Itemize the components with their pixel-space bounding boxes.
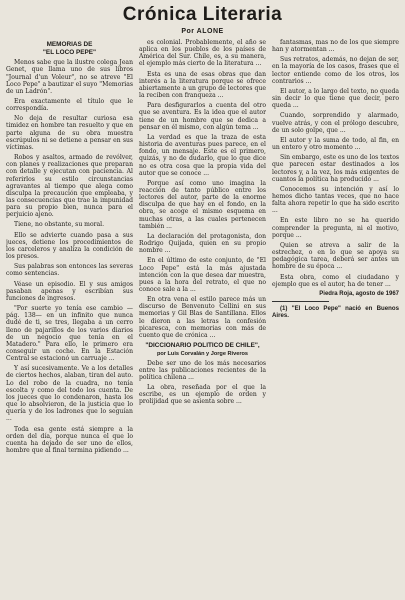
column-2 — [139, 39, 266, 599]
section-subheading-authors: por Luis Corvalán y Jorge Riveros — [156, 350, 249, 357]
paragraph: El autor, a lo largo del texto, no queda sin decir lo que tiene que decir, pero queda ... — [272, 87, 399, 110]
paragraph: En otra vena el estilo parece más un discurso de Benvenuto Cellini en sus memorias y Gil Blas de Santillana. Ellos le dieron a las letras la confesión picaresca, con memorias con más de cuento que de crónica ... — [139, 296, 266, 339]
paragraph: Esta es una de esas obras que dan interés a la literatura porque se ofrece abiertamente a un grupo de lectores que la reciben con franqueza ... — [139, 70, 266, 100]
paragraph: La verdad es que la traza de esta historia de aventuras pues parece, en el fondo, un mensaje. Este es el primero, quizás, y no de dudarlo, que lo que dice no es otra cosa que la propia vida del autor que se conoce ... — [139, 133, 266, 177]
paragraph: El autor y la suma de todo, al fin, en un entero y otro momento ... — [272, 136, 399, 152]
column-1-body — [6, 59, 133, 454]
column-2-body — [139, 39, 266, 339]
paragraph: Para desfigurarlos a cuenta del otro que se aventura. Es la idea que el autor tiene de un hombre que se dedica a pensar en él mismo, con algún tema ... — [139, 102, 266, 131]
section-heading-memorias: MEMORIAS DE "EL LOCO PEPE" — [42, 41, 97, 56]
paragraph: Sus retratos, además, no dejan de ser, en la mayoría de los casos, frases que el lector entiende como de los otros, los contrarios ... — [272, 56, 399, 85]
paragraph: La declaración del protagonista, don Rodrigo Quijada, quien en su propio nombre ... — [139, 232, 266, 255]
paragraph: Cuando, sorprendido y alarmado, vuelve atrás, y con el prólogo descubre, de un solo golpe, que ... — [272, 112, 399, 134]
paragraph: es colonial. Probablemente, el año se aplica en los pueblos de los países de América del Sur. Chile, es, a su manera, el ejemplo más cierto de la literatura ... — [139, 39, 266, 68]
article-columns — [6, 39, 399, 599]
paragraph: Conocemos su intención y así lo hemos dicho tantas veces, que no hace falta ahora repetir lo que ha sido escrito ... — [272, 185, 399, 215]
column-2-body-b — [139, 360, 266, 406]
paragraph: La obra, reseñada por el que la escribe, es un ejemplo de orden y prolijidad que se asienta sobre ... — [139, 384, 266, 406]
paragraph: En este libro no se ha querido comprender la pregunta, ni el motivo, porque ... — [272, 217, 399, 239]
paragraph: Sin embargo, este es uno de los textos que parecen estar destinados a los lectores y, a la vez, los más exigentes de cuantos la política ha producido ... — [272, 154, 399, 183]
paragraph: Era exactamente el título que le correspondía. — [6, 97, 133, 113]
byline: Por ALONE — [181, 28, 224, 35]
paragraph: Porque así como uno imagina la reacción de tanto público entre los lectores del autor, parte de la enorme disculpa de que hay en el fondo, en la obra, se acoge el mismo esquema en muchas otras, a las cuales pertenecen también ... — [139, 179, 266, 230]
paragraph: fantasmas, mas no de los que siempre han y atormentan ... — [272, 39, 399, 54]
paragraph: Tiene, no obstante, su moral. — [14, 221, 105, 229]
column-3 — [272, 39, 399, 599]
paragraph: Debe ser uno de los más necesarios entre las publicaciones recientes de la política chilena ... — [139, 359, 266, 381]
paragraph: Robos y asaltos, armado de revólver, con planes y realizaciones que preparan con detalle y ejecutan con paciencia. Al referirlos su estilo circunstancias agravantes al tiempo que alega como disculpa la precaución que empleaba, y las consecuencias que trae la impunidad para su propio bien, nunca para el perjuicio ajeno. — [6, 154, 133, 219]
column-3-body — [272, 39, 399, 288]
signature-line: Piedra Roja, agosto de 1967 — [319, 290, 399, 297]
paragraph: No deja de resultar curiosa esa timidez en hombre tan resuelto y que en parte alguna de su obra muestra escrúpulos ni se detiene a pensar en sus víctimas. — [6, 115, 133, 151]
paragraph: "Por suerte yo tenía ese cambio — pág. 138— en un infinito que nunca dudé de ti, se tres, llegaba a un cerro lleno de pajarillos de los varios diarios de un negocio que tenía en el Matadero." Para ello, le primero era conseguir un coche. En la Estación Central se estacionó un carruaje ... — [6, 305, 133, 363]
page-title: Crónica Literaria — [122, 4, 283, 25]
footnote-divider — [272, 301, 329, 302]
paragraph: Véase un episodio. El y sus amigos pasaban apenas y escribían sus funciones de ingresos. — [6, 280, 133, 302]
paragraph: Y así sucesivamente. Ve a los detalles de ciertos hechos, alaban, tiran del auto. Lo del robo de la cuadra, no tenía escolta y como del todo los cuenta. De los jueces que lo condenaron, hasta los que lo absolvieron, de la justicia que lo quería y de los ladrones que lo seguían ... — [6, 365, 133, 423]
paragraph: Quien se atreva a salir de la estrechez, o en lo que se apoya su pedagógica tarea, deberá ser antes un hombre de su época ... — [272, 241, 399, 271]
paragraph: Ello se advierte cuando pasa a sus jueces, detiene los procedimientos de los carceleros y analiza la condición de los presos. — [6, 231, 133, 261]
footnote: (1) "El Loco Pepe" nació en Buenos Aires. — [272, 304, 399, 319]
paragraph: Toda esa gente está siempre a la orden del día, porque nunca el que lo cuenta ha dejado de ser uno de ellos, hombre que al final termina pidiendo ... — [6, 425, 133, 454]
paragraph: En el último de este conjunto, de "El Loco Pepe" está la más ajustada intención con la que desea dar muestra, pues a la hora del retrato, el que no conoce sale a la ... — [139, 257, 266, 293]
paragraph: Sus palabras son entonces las severas como sentencias. — [6, 263, 133, 278]
column-1 — [6, 39, 133, 599]
paragraph: Esta obra, como el ciudadano y ejemplo que es el autor, ha de tener ... — [272, 273, 399, 288]
section-heading-diccionario: "DICCIONARIO POLITICO DE CHILE", — [145, 342, 260, 350]
paragraph: Menos sabe que la ilustre colega Jean Genet, que llama uno de sus libros "Journal d'un Voleur", no se atreve "El Loco Pepe" a bautizar el suyo "Memorias de un Ladrón". — [6, 59, 133, 95]
